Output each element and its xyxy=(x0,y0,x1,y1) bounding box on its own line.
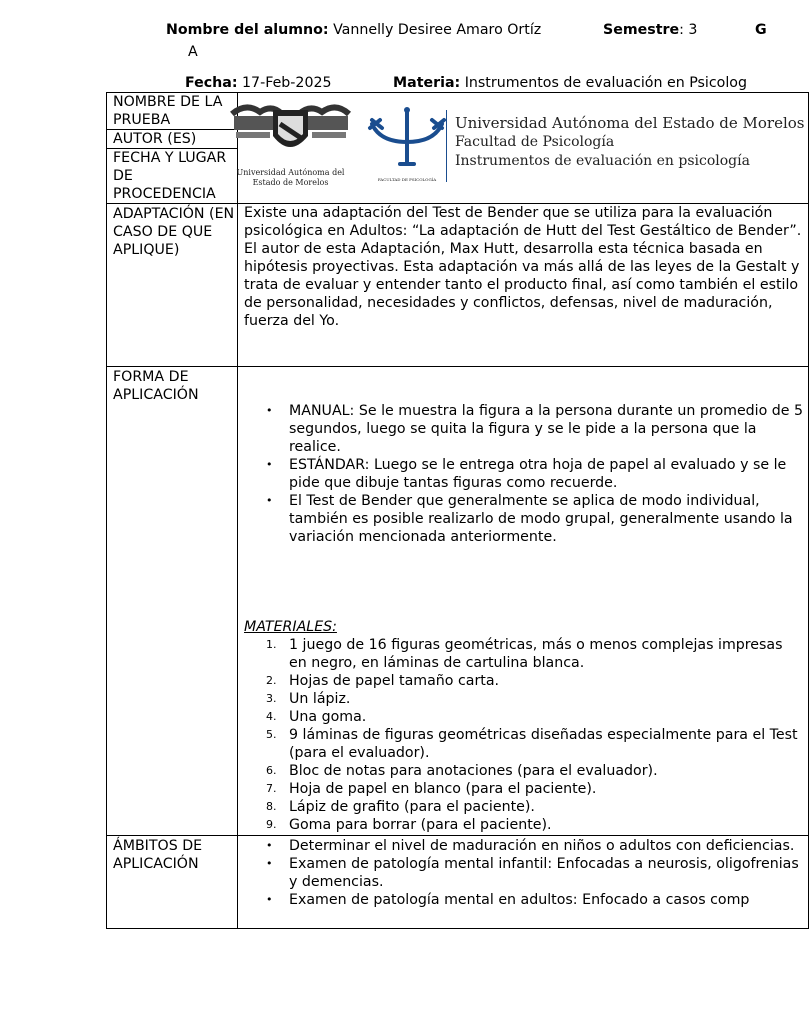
list-item: • El Test de Bender que generalmente se aplica de modo individual, también es posible realizarlo de modo grupal, generalmente usando la variación mencionada anteriormente. xyxy=(289,492,804,546)
list-item: 4. Una goma. xyxy=(266,709,367,725)
evaluation-table xyxy=(106,92,809,929)
scope-content-cell xyxy=(238,836,809,929)
origin-label: FECHA Y LUGAR DE PROCEDENCIA xyxy=(113,150,227,202)
faculty-name: Facultad de Psicología xyxy=(455,134,615,150)
seal-caption-1: Universidad Autónoma del xyxy=(236,168,345,177)
list-item: • MANUAL: Se le muestra la figura a la persona durante un promedio de 5 segundos, luego se quita la figura y se le pide a la persona que la realice. xyxy=(289,402,804,456)
semester-value: : 3 xyxy=(679,22,698,38)
adaptation-label: ADAPTACIÓN (EN CASO DE QUE APLIQUE) xyxy=(113,206,235,258)
psi-caption: FACULTAD DE PSICOLOGÍA xyxy=(377,177,437,182)
list-item: 8. Lápiz de grafito (para el paciente). xyxy=(266,799,535,815)
application-label: FORMA DE APLICACIÓN xyxy=(113,369,199,403)
list-item: • ESTÁNDAR: Luego se le entrega otra hoja de papel al evaluado y se le pide que dibuje tantas figuras como recuerde. xyxy=(289,456,804,492)
table-row-scope xyxy=(107,836,809,929)
list-item: 7. Hoja de papel en blanco (para el paciente). xyxy=(266,781,597,797)
semester-line xyxy=(603,21,697,39)
date-value: 17-Feb-2025 xyxy=(242,75,332,91)
list-item: • Examen de patología mental en adultos: Enfocado a casos comp xyxy=(289,891,804,909)
list-item: 3. Un lápiz. xyxy=(266,691,351,707)
adaptation-label-cell xyxy=(107,204,238,367)
subject-line xyxy=(393,74,747,92)
subject-label: Materia: xyxy=(393,75,461,91)
list-item: 2. Hojas de papel tamaño carta. xyxy=(266,673,500,689)
header-labels-cell xyxy=(107,93,238,204)
psi-faculty-logo xyxy=(362,102,452,182)
table-row-adaptation xyxy=(107,204,809,367)
list-item: • Examen de patología mental infantil: Enfocadas a neurosis, oligofrenias y demencias. xyxy=(289,855,804,891)
date-label: Fecha: xyxy=(185,75,238,91)
date-line xyxy=(185,74,332,92)
test-name-label: NOMBRE DE LA PRUEBA xyxy=(107,93,237,130)
university-text-block xyxy=(455,113,804,171)
list-item: 5. 9 láminas de figuras geométricas diseñadas especialmente para el Test (para el evaluador). xyxy=(266,727,798,761)
adaptation-paragraph-2: El autor de esta Adaptación, Max Hutt, desarrolla esta técnica basada en hipótesis proyectivas. Esta adaptación va más allá de las leyes de la Gestalt y trata de evaluar y entender tanto el producto final, así como también el estilo de personalidad, necesidades y conflictos, defensas, nivel de maduración, fuerza del Yo. xyxy=(244,241,800,329)
seal-caption-2: Estado de Morelos xyxy=(252,178,329,187)
author-label: AUTOR (ES) xyxy=(107,130,237,149)
application-bullets xyxy=(244,402,804,546)
adaptation-paragraph-1: Existe una adaptación del Test de Bender que se utiliza para la evaluación psicológica en Adultos: “La adaptación de Hutt del Test Gestáltico de Bender”. xyxy=(244,205,802,239)
list-item: 6. Bloc de notas para anotaciones (para el evaluador). xyxy=(266,763,658,779)
student-name: Vannelly Desiree Amaro Ortíz xyxy=(333,22,542,38)
scope-bullets xyxy=(244,837,804,909)
group-label: G xyxy=(755,22,767,38)
table-row-application xyxy=(107,367,809,836)
logo-divider xyxy=(446,110,447,182)
subject-value: Instrumentos de evaluación en Psicolog xyxy=(464,75,747,91)
semester-label: Semestre xyxy=(603,22,680,38)
university-seal-logo xyxy=(228,100,353,190)
adaptation-content-cell xyxy=(238,204,809,367)
scope-label: ÁMBITOS DE APLICACIÓN xyxy=(113,838,203,872)
group-value: A xyxy=(188,44,198,60)
materials-title: MATERIALES: xyxy=(244,619,337,635)
list-item: 9. Goma para borrar (para el paciente). xyxy=(266,817,552,833)
list-item: • Determinar el nivel de maduración en niños o adultos con deficiencias. xyxy=(289,837,804,855)
university-name: Universidad Autónoma del Estado de Morelos xyxy=(455,114,805,132)
course-name: Instrumentos de evaluación en psicología xyxy=(455,153,750,169)
student-line xyxy=(166,21,541,39)
application-content-cell xyxy=(238,367,809,836)
scope-label-cell xyxy=(107,836,238,929)
student-label: Nombre del alumno: xyxy=(166,22,329,38)
application-label-cell xyxy=(107,367,238,836)
materials-list xyxy=(244,636,804,834)
list-item: 1. 1 juego de 16 figuras geométricas, más o menos complejas impresas en negro, en láminas de cartulina blanca. xyxy=(266,637,783,671)
